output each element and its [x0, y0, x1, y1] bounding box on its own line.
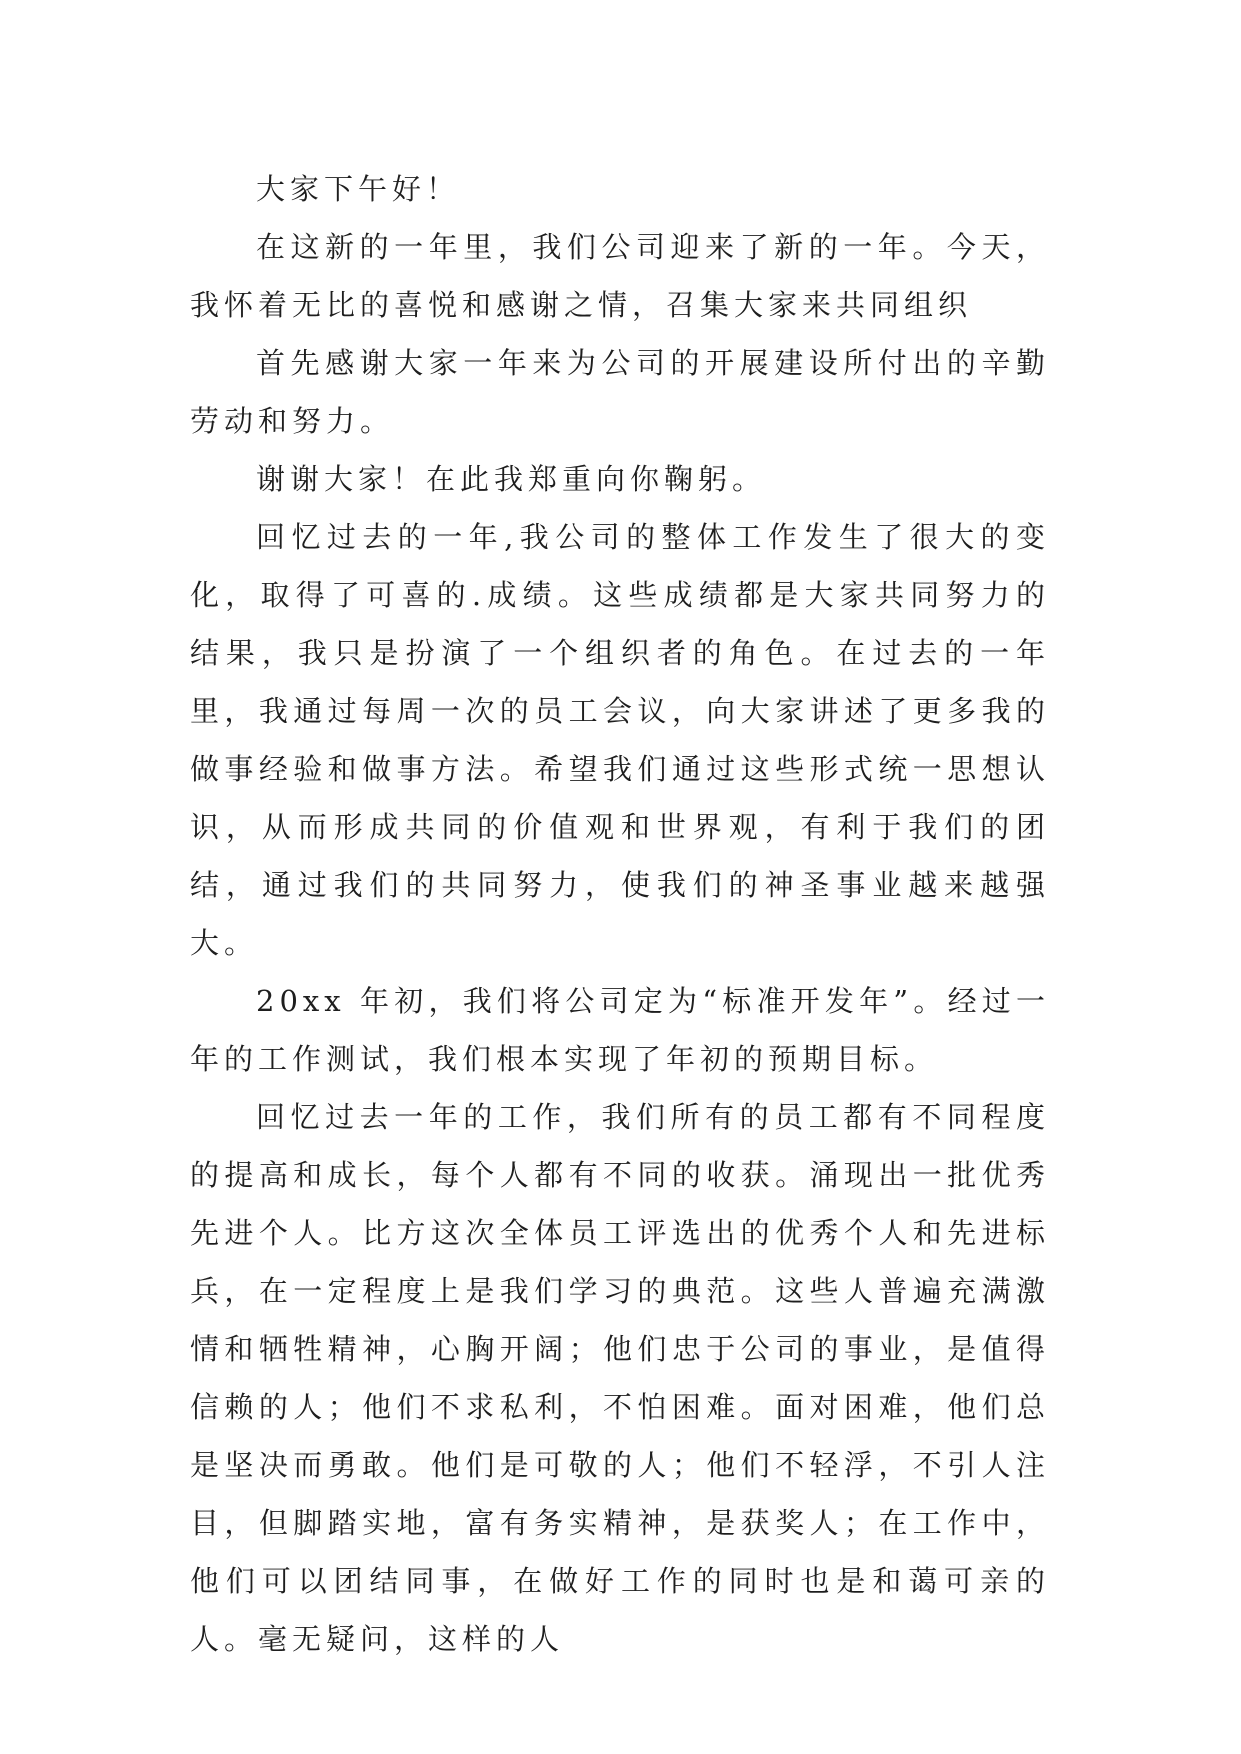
document-body [190, 160, 1050, 1668]
greeting-paragraph: 大家下午好！ [256, 172, 461, 206]
staff-paragraph: 回忆过去一年的工作，我们所有的员工都有不同程度的提高和成长，每个人都有不同的收获。涌现出一批优秀先进个人。比方这次全体员工评选出的优秀个人和先进标兵，在一定程度上是我们学习的典范。这些人普遍充满激情和牺牲精神，心胸开阔；他们忠于公司的事业，是值得信赖的人；他们不求私利，不怕困难。面对困难，他们总是坚决而勇敢。他们是可敬的人；他们不轻浮，不引人注目，但脚踏实地，富有务实精神，是获奖人；在工作中，他们可以团结同事，在做好工作的同时也是和蔼可亲的人。毫无疑问，这样的人 [190, 1100, 1050, 1656]
thanks-paragraph: 首先感谢大家一年来为公司的开展建设所付出的辛勤劳动和努力。 [190, 346, 1050, 438]
bow-paragraph: 谢谢大家！在此我郑重向你鞠躬。 [256, 462, 767, 496]
review-paragraph: 回忆过去的一年,我公司的整体工作发生了很大的变化，取得了可喜的.成绩。这些成绩都是大家共同努力的结果，我只是扮演了一个组织者的角色。在过去的一年里，我通过每周一次的员工会议，向大家讲述了更多我的做事经验和做事方法。希望我们通过这些形式统一思想认识，从而形成共同的价值观和世界观，有利于我们的团结，通过我们的共同努力，使我们的神圣事业越来越强大。 [190, 520, 1050, 960]
opening-paragraph: 在这新的一年里，我们公司迎来了新的一年。今天，我怀着无比的喜悦和感谢之情，召集大家来共同组织 [190, 230, 1050, 322]
goal-paragraph: 20xx 年初，我们将公司定为“标准开发年”。经过一年的工作测试，我们根本实现了年初的预期目标。 [190, 984, 1050, 1076]
